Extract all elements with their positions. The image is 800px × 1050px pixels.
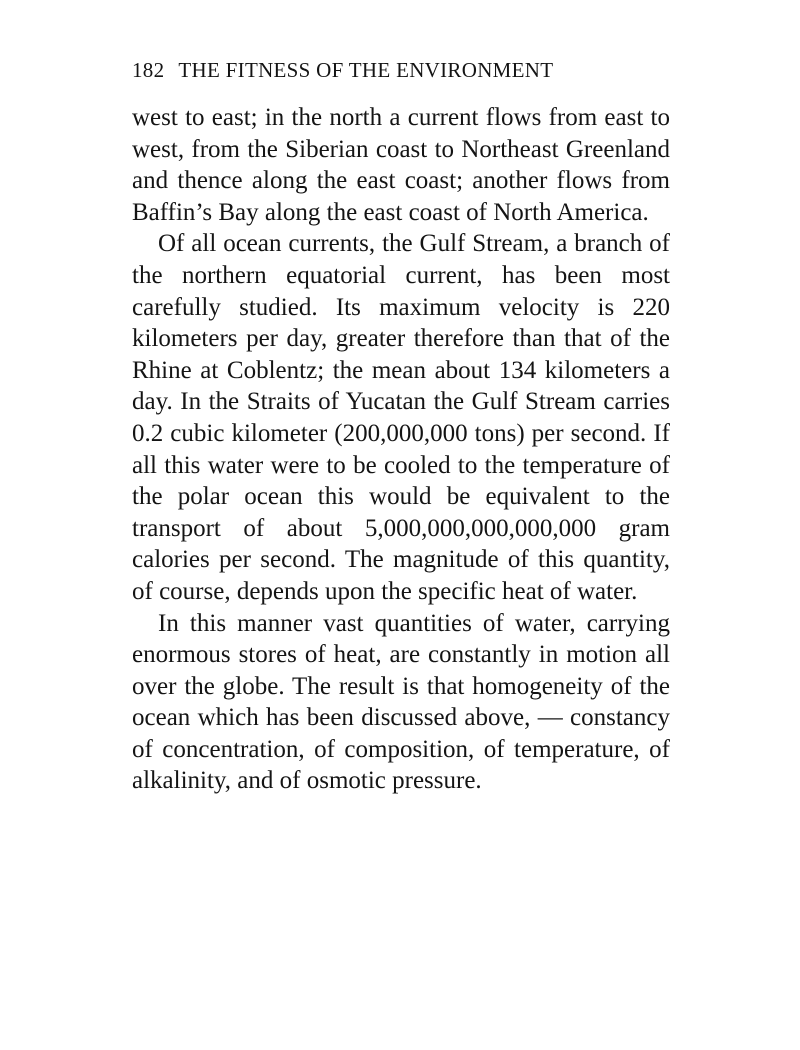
- paragraph-homogeneity: In this manner vast quantities of water, carrying enormous stores of heat, are constantly in motion all over the globe. The result is that homogeneity of the ocean which has been discussed above, — constancy of concentration, of composition, of temperature, of alkalinity, and of osmotic pressure.: [132, 609, 670, 795]
- running-title: THE FITNESS OF THE ENVIRONMENT: [178, 58, 554, 82]
- running-head: [132, 52, 670, 88]
- paragraph-continued: west to east; in the north a current flows from east to west, from the Siberian coast to Northeast Greenland and thence along the east coast; another flows from Baffin’s Bay along the east coast of North America.: [132, 104, 670, 226]
- body-text: [132, 102, 670, 797]
- paragraph-gulf-stream: Of all ocean currents, the Gulf Stream, a branch of the northern equatorial current, has been most carefully studied. Its maximum velocity is 220 kilometers per day, greater therefore than that of the Rhine at Coblentz; the mean about 134 kilometers a day. In the Straits of Yucatan the Gulf Stream carries 0.2 cubic kilometer (200,000,000 tons) per second. If all this water were to be cooled to the temperature of the polar ocean this would be equivalent to the transport of about 5,000,000,000,000,000 gram calories per second. The magnitude of this quantity, of course, depends upon the specific heat of water.: [132, 230, 670, 605]
- book-page: [132, 52, 670, 797]
- page-number: 182: [132, 58, 165, 82]
